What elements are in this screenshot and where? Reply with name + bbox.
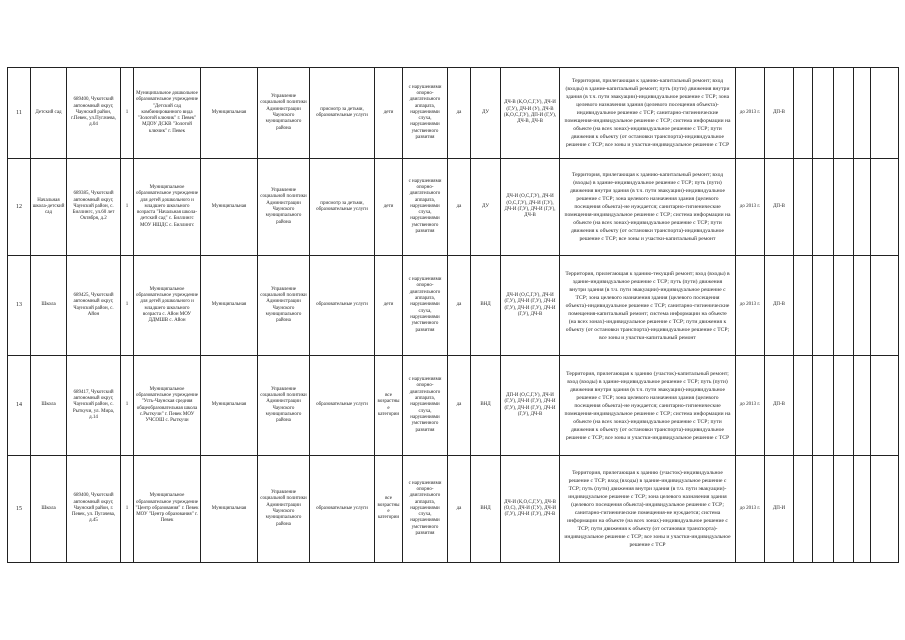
expected-result-cell — [765, 159, 794, 256]
expected-result: ДП-В — [772, 302, 786, 308]
object-count-cell — [121, 456, 134, 563]
institution-name: Муниципальное образовательное учреждение "Усть-Чаунская средняя общеобразовательная школа с.Рыткучи" г. Певек МОУ УЧСОШ с. Рыткучи — [135, 386, 198, 424]
service-type: образовательные услуги — [316, 302, 368, 308]
empty-cell — [794, 456, 813, 563]
user-group-cell — [375, 356, 403, 456]
object-type-cell — [31, 159, 67, 256]
disability-categories-cell — [403, 256, 448, 356]
row-number: 13 — [16, 302, 22, 309]
empty-cell — [813, 68, 834, 159]
empty-cell — [854, 356, 871, 456]
accessibility-flag: да — [456, 402, 462, 408]
object-address-cell — [67, 456, 121, 563]
service-type-cell — [310, 356, 375, 456]
object-count: 1 — [125, 505, 129, 511]
accessibility-flag: да — [456, 203, 462, 209]
accessibility-status-cell — [471, 256, 501, 356]
zone-status-codes: ДЧ-В (К,О,С,Г,У), ДЧ-И (Г,У), ДЧ-И (У), ДЧ-В (К,О,С,Г,У), ДП-И (Г,У), ДЧ-В, ДЧ-В — [503, 100, 557, 125]
expected-result: ДП-В — [772, 109, 786, 115]
empty-cell — [854, 456, 871, 563]
object-address: 689400, Чукотский автономный округ, Чаунский район, г. Певек, ул. Пугачева, д.45 — [71, 493, 116, 524]
object-address-cell — [67, 356, 121, 456]
empty-cell — [834, 256, 854, 356]
object-type: Школа — [41, 302, 56, 308]
object-count-cell — [121, 256, 134, 356]
accessibility-status: ВНД — [480, 302, 491, 308]
empty-cell — [854, 256, 871, 356]
expected-result-cell — [765, 456, 794, 563]
zone-status-codes: ДЧ-И (О,С,Г,У), ДЧ-И (О,С,Г,У), ДЧ-И (Г,У), ДЧ-И (Г,У), ДЧ-И (Г,У), ДЧ-В — [504, 194, 556, 219]
accessibility-status-cell — [471, 356, 501, 456]
governing-body: Управление социальной политики Администрации Чаунского муниципального района — [260, 386, 307, 424]
deadline: до 2013 г. — [739, 402, 761, 408]
institution-name-cell — [134, 68, 201, 159]
empty-cell — [854, 68, 871, 159]
institution-name: Муниципальное образовательное учреждение "Центр образования" г. Певек МОУ "Центр образования" г. Певек — [135, 493, 199, 524]
disability-categories-cell — [403, 456, 448, 563]
institution-name-cell — [134, 159, 201, 256]
accessibility-status-cell — [471, 68, 501, 159]
adaptation-measures: Территория, прилегающая к зданию (участок)-индивидуальное решение с ТСР; вход (входы) в здание-индивидуальное решение с ТСР; путь (пути) движения внутри здания (в т.ч. пути эвакуации)-индивидуальное решение с ТСР; зона целевого назначения здания (целевого посещения объекта)-индивидуальное решение с ТСР; санитарно-гигиенические помещения-не нуждается; система информации на объекте (на всех зонах)-индивидуальное решение с ТСР; пути движения к объекту (от остановки транспорта)-индивидуальное решение с ТСР; все зоны и участки-индивидуальное решение с ТСР — [564, 470, 731, 548]
governing-body-cell — [258, 356, 310, 456]
user-group: дети — [383, 109, 394, 115]
governing-body-cell — [258, 68, 310, 159]
zone-status-codes: ДЧ-И (О,С,Г,У), ДЧ-И (Г,У), ДЧ-И (Г,У), ДЧ-И (Г,У), ДЧ-И (Г,У), ДЧ-И (Г,У), ДЧ-В — [504, 292, 556, 317]
empty-cell — [871, 68, 899, 159]
deadline-cell — [736, 159, 765, 256]
empty-cell — [871, 456, 899, 563]
zone-status-codes-cell — [501, 456, 560, 563]
zone-status-codes-cell — [501, 159, 560, 256]
accessibility-flag: да — [456, 302, 462, 308]
ownership-form: Муниципальная — [211, 402, 247, 408]
deadline: до 2013 г. — [739, 302, 761, 308]
empty-cell — [813, 456, 834, 563]
user-group-cell — [375, 456, 403, 563]
object-address: 689385, Чукотский автономный округ, Чаунский район, с. Биллингс, ул.60 лет Октября, д.2 — [72, 191, 115, 222]
disability-categories-cell — [403, 356, 448, 456]
row-number-cell — [8, 68, 31, 159]
adaptation-measures-cell — [560, 256, 736, 356]
user-group: все возрастные категории — [377, 392, 400, 417]
institution-name: Муниципальное образовательное учреждение для детей дошкольного и младшего школьного возраста с. Айон МОУ ДДМШВ с. Айон — [135, 286, 198, 324]
ownership-form: Муниципальная — [211, 302, 247, 308]
deadline-cell — [736, 68, 765, 159]
zone-status-codes-cell — [501, 256, 560, 356]
service-type: присмотр за детьми, образовательные услуги — [316, 200, 368, 212]
user-group-cell — [375, 68, 403, 159]
deadline: до 2013 г. — [739, 109, 761, 115]
empty-cell — [871, 256, 899, 356]
institution-name-cell — [134, 456, 201, 563]
object-address-cell — [67, 159, 121, 256]
object-count-cell — [121, 68, 134, 159]
service-type-cell — [310, 256, 375, 356]
empty-cell — [834, 68, 854, 159]
service-type: образовательные услуги — [316, 505, 368, 511]
ownership-form-cell — [201, 159, 258, 256]
object-address-cell — [67, 68, 121, 159]
empty-cell — [834, 159, 854, 256]
ownership-form-cell — [201, 456, 258, 563]
row-number-cell — [8, 256, 31, 356]
accessibility-register-table — [7, 67, 899, 563]
empty-cell — [794, 356, 813, 456]
adaptation-measures: Территория, прилегающая к зданию (участок)-капитальный ремонт; вход (входы) в здание-индивидуальное решение с ТСР; путь (пути) движения внутри здания (в т.ч. пути эвакуации)-индивидуальное решение с ТСР; зона целевого назначения здания (целевого посещения объекта)-не нуждается; санитарно-гигиенические помещения-индивидуальное решение с ТСР; система информации на объекте (на всех зонах)-индивидуальное решение с ТСР; пути движения к объекту (от остановки транспорта)-индивидуальное решение с ТСР; все зоны и участки-индивидуальное решение с ТСР — [564, 370, 731, 441]
object-type-cell — [31, 456, 67, 563]
expected-result: ДП-В — [772, 402, 786, 408]
object-type-cell — [31, 356, 67, 456]
zone-status-codes: ДП-И (О,С,Г,У), ДЧ-И (Г,У), ДЧ-И (Г,У), ДЧ-И (Г,У), ДЧ-И (Г,У), ДЧ-И (Г,У), ДЧ-В — [504, 392, 556, 417]
empty-cell — [794, 68, 813, 159]
accessibility-status-cell — [471, 456, 501, 563]
expected-result-cell — [765, 256, 794, 356]
accessibility-status: ВНД — [480, 505, 491, 511]
expected-result-cell — [765, 68, 794, 159]
ownership-form: Муниципальная — [211, 505, 247, 511]
row-number-cell — [8, 159, 31, 256]
deadline-cell — [736, 456, 765, 563]
empty-cell — [813, 159, 834, 256]
user-group: дети — [383, 203, 394, 209]
adaptation-measures-cell — [560, 356, 736, 456]
governing-body: Управление социальной политики Администрации Чаунского муниципального района — [260, 94, 307, 131]
object-count: 1 — [125, 203, 129, 209]
service-type: образовательные услуги — [316, 402, 368, 408]
accessibility-flag: да — [456, 109, 462, 115]
zone-status-codes-cell — [501, 68, 560, 159]
disability-categories: с нарушениями опорно-двигательного аппарата, нарушениями слуха, нарушениями умственного развития — [408, 480, 442, 537]
empty-cell — [813, 256, 834, 356]
empty-cell — [794, 159, 813, 256]
object-type: Школа — [41, 505, 56, 511]
empty-cell — [834, 456, 854, 563]
accessibility-status-cell — [471, 159, 501, 256]
accessibility-flag-cell — [448, 256, 471, 356]
empty-cell — [854, 159, 871, 256]
accessibility-status: ВНД — [480, 402, 491, 408]
service-type-cell — [310, 68, 375, 159]
empty-cell — [813, 356, 834, 456]
ownership-form-cell — [201, 356, 258, 456]
disability-categories: с нарушениями опорно-двигательного аппарата, нарушениями слуха, нарушениями умственного развития — [408, 277, 442, 333]
zone-status-codes-cell — [501, 356, 560, 456]
governing-body-cell — [258, 456, 310, 563]
institution-name-cell — [134, 356, 201, 456]
object-address: 689425, Чукотский автономный округ, Чаунский район, с. Айон — [73, 292, 114, 317]
row-number: 15 — [16, 505, 22, 512]
accessibility-flag-cell — [448, 68, 471, 159]
object-type: Школа — [41, 402, 56, 408]
zone-status-codes: ДЧ-И (К,О,С,Г,У), ДЧ-В (О,С), ДЧ-И (Г,У), ДЧ-И (Г,У), ДЧ-И (Г,У), ДЧ-В — [503, 499, 557, 518]
ownership-form-cell — [201, 68, 258, 159]
adaptation-measures-cell — [560, 159, 736, 256]
object-type-cell — [31, 256, 67, 356]
disability-categories: с нарушениями опорно-двигательного аппарата, нарушениями слуха, нарушениями умственного развития — [408, 178, 442, 235]
ownership-form: Муниципальная — [211, 203, 247, 209]
user-group: дети — [383, 302, 394, 308]
object-count-cell — [121, 159, 134, 256]
governing-body: Управление социальной политики Администрации Чаунского муниципального района — [260, 188, 307, 225]
institution-name-cell — [134, 256, 201, 356]
accessibility-flag-cell — [448, 356, 471, 456]
expected-result: ДП-В — [772, 203, 786, 209]
governing-body: Управление социальной политики Администрации Чаунского муниципального района — [260, 286, 307, 324]
row-number-cell — [8, 356, 31, 456]
disability-categories-cell — [403, 159, 448, 256]
ownership-form-cell — [201, 256, 258, 356]
disability-categories: с нарушениями опорно-двигательного аппарата, нарушениями слуха, нарушениями умственного развития — [408, 377, 442, 433]
row-number: 12 — [16, 203, 22, 210]
service-type-cell — [310, 159, 375, 256]
row-number: 14 — [16, 402, 22, 409]
governing-body: Управление социальной политики Администрации Чаунского муниципального района — [260, 490, 307, 527]
expected-result: ДП-И — [772, 505, 786, 511]
adaptation-measures-cell — [560, 68, 736, 159]
deadline-cell — [736, 356, 765, 456]
object-address: 689400, Чукотский автономный округ, Чаунский район, г.Певек, ул.Пугачева, д.04 — [71, 97, 116, 128]
object-address: 689417, Чукотский автономный округ, Чаунский район, с. Рыткучи, ул. Мира, д.14 — [72, 389, 115, 420]
row-number-cell — [8, 456, 31, 563]
object-address-cell — [67, 256, 121, 356]
empty-cell — [871, 159, 899, 256]
empty-cell — [834, 356, 854, 456]
adaptation-measures: Территория, прилегающая к зданию-капитальный ремонт; вход (входы) в здание-индивидуальное решение с ТСР; путь (пути) движения внутри здания (в т.ч. пути эвакуации)-индивидуальное решение с ТСР; зона целевого назначения здания (целевого посещения объекта)-не нуждается; санитарно-гигиенические помещения-индивидуальное решение с ТСР; система информации на объекте (на всех зонах)-индивидуальное решение с ТСР; пути движения к объекту (от остановки транспорта)-индивидуальное решение с ТСР; все зоны и участки-капитальный ремонт — [564, 172, 731, 242]
adaptation-measures-cell — [560, 456, 736, 563]
adaptation-measures: Территория, прилегающая к зданию-капитальный ремонт; вход (входы) в здание-капитальный ремонт; путь (пути) движения внутри здания (в т.ч. пути эвакуации)-индивидуальное решение с ТСР; зона целевого назначения здания (целевого посещения объекта)-индивидуальное решение с ТСР; санитарно-гигиенические помещения-индивидуальное решение с ТСР; система информации на объекте (на всех зонах)-индивидуальное решение с ТСР; пути движения к объекту (от остановки транспорта)-индивидуальное решение с ТСР; все зоны и участки-индивидуальное решение с ТСР — [564, 78, 731, 148]
governing-body-cell — [258, 256, 310, 356]
expected-result-cell — [765, 356, 794, 456]
user-group-cell — [375, 159, 403, 256]
institution-name: Муниципальное образовательное учреждение для детей дошкольного и младшего школьного возраста "Начальная школа-детский сад" с. Биллингс МОУ НШДС с. Биллингс — [135, 184, 198, 228]
object-count: 1 — [125, 109, 129, 115]
disability-categories-cell — [403, 68, 448, 159]
deadline: до 2013 г. — [739, 505, 761, 511]
user-group: все возрастные категории — [377, 496, 400, 521]
accessibility-flag-cell — [448, 456, 471, 563]
empty-cell — [794, 256, 813, 356]
governing-body-cell — [258, 159, 310, 256]
user-group-cell — [375, 256, 403, 356]
object-count: 1 — [125, 302, 129, 308]
accessibility-flag-cell — [448, 159, 471, 256]
deadline: до 2013 г. — [739, 203, 761, 209]
object-type: Начальная школа-детский сад — [32, 197, 65, 216]
deadline-cell — [736, 256, 765, 356]
object-count-cell — [121, 356, 134, 456]
object-type-cell — [31, 68, 67, 159]
object-type: Детский сад — [35, 109, 62, 115]
institution-name: Муниципальное дошкольное образовательное учреждение "Детский сад комбинированного вида "Золотой ключик" г. Певек" МДОУ ДСКВ "Золотой ключик" г. Певек — [135, 90, 198, 134]
adaptation-measures: Территория, прилегающая к зданию-текущий ремонт; вход (входы) в здание-индивидуальное решение с ТСР; путь (пути) движения внутри здания (в т.ч. пути эвакуации)-индивидуальное решение с ТСР; зона целевого назначения здания (целевого посещения объекта)-индивидуальное решение с ТСР; санитарно-гигиенические помещения-капитальный ремонт; система информации на объекте (на всех зонах)-индивидуальное решение с ТСР; пути движения к объекту (от остановки транспорта)-индивидуальное решение с ТСР; все зоны и участки-капитальный ремонт — [565, 270, 730, 341]
object-count: 1 — [125, 402, 129, 408]
service-type-cell — [310, 456, 375, 563]
accessibility-status: ДУ — [481, 203, 489, 209]
disability-categories: с нарушениями опорно-двигательного аппарата, нарушениями слуха, нарушениями умственного развития — [408, 84, 442, 141]
row-number: 11 — [16, 109, 22, 116]
empty-cell — [871, 356, 899, 456]
service-type: присмотр за детьми, образовательные услуги — [316, 106, 368, 118]
accessibility-flag: да — [456, 505, 462, 511]
accessibility-status: ДУ — [481, 109, 489, 115]
ownership-form: Муниципальная — [211, 109, 247, 115]
